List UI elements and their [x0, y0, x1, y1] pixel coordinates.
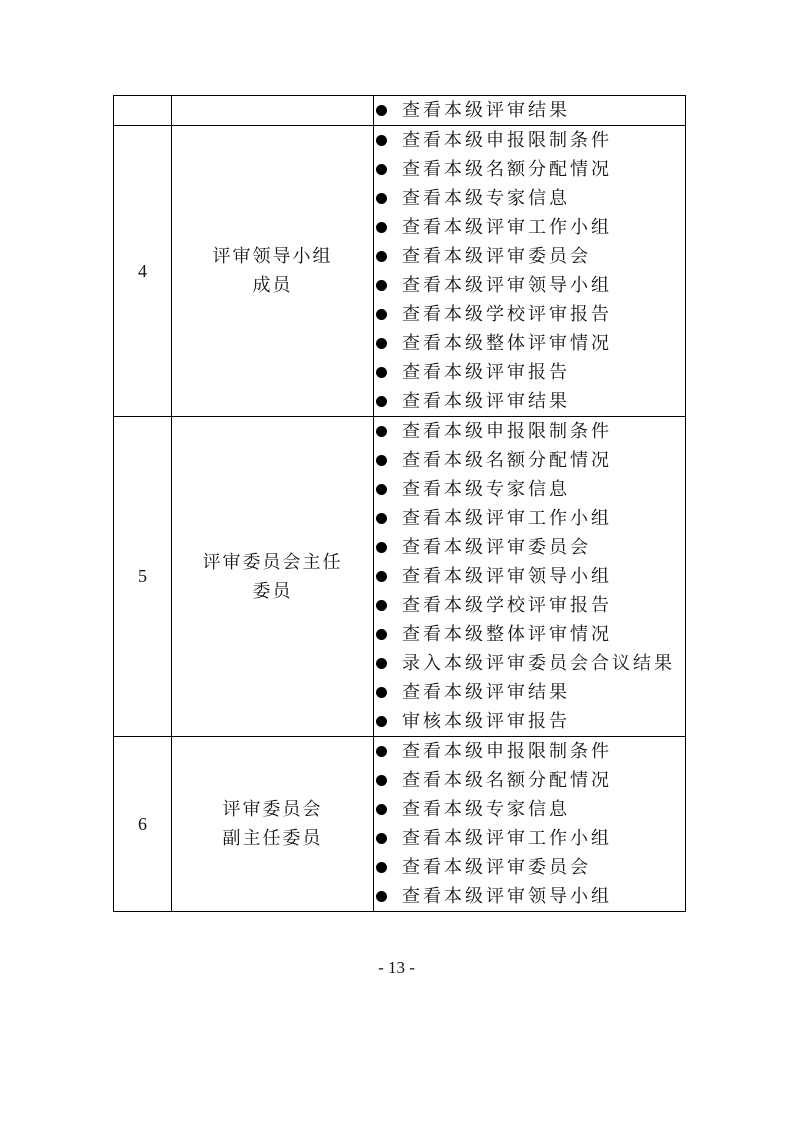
permissions-cell — [374, 737, 686, 912]
permission-text: 查看本级整体评审情况 — [402, 333, 612, 354]
permission-item — [374, 562, 685, 591]
permission-item — [374, 824, 685, 853]
permission-item — [374, 620, 685, 649]
bullet-icon — [376, 600, 387, 611]
permission-text: 查看本级评审工作小组 — [402, 508, 612, 529]
permission-item — [374, 649, 685, 678]
permission-item — [374, 358, 685, 387]
permission-text: 录入本级评审委员会合议结果 — [402, 653, 675, 674]
permission-item — [374, 853, 685, 882]
permission-text: 审核本级评审报告 — [402, 711, 570, 732]
permission-text: 查看本级评审领导小组 — [402, 886, 612, 907]
permission-item — [374, 387, 685, 416]
permission-item — [374, 475, 685, 504]
permission-item — [374, 155, 685, 184]
bullet-icon — [376, 862, 387, 873]
permission-list — [374, 126, 685, 416]
bullet-icon — [376, 396, 387, 407]
permission-text: 查看本级评审结果 — [402, 682, 570, 703]
permission-text: 查看本级学校评审报告 — [402, 595, 612, 616]
permission-item — [374, 766, 685, 795]
permission-list — [374, 96, 685, 125]
permission-text: 查看本级名额分配情况 — [402, 450, 612, 471]
permission-item — [374, 795, 685, 824]
permission-item — [374, 242, 685, 271]
row-number: 6 — [114, 737, 172, 912]
permission-text: 查看本级评审报告 — [402, 362, 570, 383]
permission-text: 查看本级名额分配情况 — [402, 770, 612, 791]
permissions-table-body — [114, 96, 686, 912]
role-cell — [172, 417, 374, 737]
bullet-icon — [376, 542, 387, 553]
permission-text: 查看本级评审工作小组 — [402, 828, 612, 849]
role-cell — [172, 737, 374, 912]
permission-item — [374, 533, 685, 562]
permission-item — [374, 126, 685, 155]
permissions-cell — [374, 126, 686, 417]
table-row — [114, 417, 686, 737]
bullet-icon — [376, 426, 387, 437]
bullet-icon — [376, 251, 387, 262]
role-name-line: 成员 — [252, 275, 293, 296]
table-row — [114, 96, 686, 126]
page-number: - 13 - — [378, 958, 415, 977]
permission-text: 查看本级评审领导小组 — [402, 275, 612, 296]
permission-text: 查看本级学校评审报告 — [402, 304, 612, 325]
bullet-icon — [376, 804, 387, 815]
permission-text: 查看本级申报限制条件 — [402, 130, 612, 151]
permission-text: 查看本级评审结果 — [402, 391, 570, 412]
role-name-line: 副主任委员 — [222, 828, 323, 849]
permission-text: 查看本级评审领导小组 — [402, 566, 612, 587]
permission-item — [374, 446, 685, 475]
bullet-icon — [376, 367, 387, 378]
bullet-icon — [376, 571, 387, 582]
permissions-cell — [374, 96, 686, 126]
row-number: 5 — [114, 417, 172, 737]
bullet-icon — [376, 164, 387, 175]
permission-item — [374, 882, 685, 911]
permission-text: 查看本级评审结果 — [402, 100, 570, 121]
permission-text: 查看本级评审工作小组 — [402, 217, 612, 238]
permission-item — [374, 737, 685, 766]
permission-text: 查看本级专家信息 — [402, 188, 570, 209]
role-name-line: 委员 — [252, 580, 293, 602]
permission-text: 查看本级申报限制条件 — [402, 421, 612, 442]
permission-list — [374, 737, 685, 911]
bullet-icon — [376, 338, 387, 349]
bullet-icon — [376, 687, 387, 698]
permission-list — [374, 417, 685, 736]
permission-item — [374, 96, 685, 125]
permission-item — [374, 504, 685, 533]
permission-item — [374, 417, 685, 446]
permission-item — [374, 271, 685, 300]
bullet-icon — [376, 746, 387, 757]
bullet-icon — [376, 135, 387, 146]
permission-text: 查看本级评审委员会 — [402, 246, 591, 267]
permissions-table — [113, 95, 686, 912]
permission-text: 查看本级申报限制条件 — [402, 741, 612, 762]
table-row — [114, 126, 686, 417]
bullet-icon — [376, 309, 387, 320]
bullet-icon — [376, 280, 387, 291]
permission-text: 查看本级评审委员会 — [402, 857, 591, 878]
role-cell — [172, 96, 374, 126]
permission-item — [374, 591, 685, 620]
row-number: 4 — [114, 126, 172, 417]
permission-text: 查看本级专家信息 — [402, 799, 570, 820]
bullet-icon — [376, 833, 387, 844]
bullet-icon — [376, 193, 387, 204]
permission-text: 查看本级评审委员会 — [402, 537, 591, 558]
role-name-line: 评审委员会主任 — [202, 551, 343, 573]
permission-item — [374, 213, 685, 242]
bullet-icon — [376, 484, 387, 495]
permission-item — [374, 707, 685, 736]
row-number — [114, 96, 172, 126]
table-row — [114, 737, 686, 912]
bullet-icon — [376, 629, 387, 640]
bullet-icon — [376, 455, 387, 466]
permission-item — [374, 678, 685, 707]
permission-text: 查看本级专家信息 — [402, 479, 570, 500]
role-name-line: 评审领导小组 — [212, 246, 333, 267]
permission-text: 查看本级整体评审情况 — [402, 624, 612, 645]
permission-item — [374, 300, 685, 329]
bullet-icon — [376, 891, 387, 902]
bullet-icon — [376, 513, 387, 524]
bullet-icon — [376, 716, 387, 727]
bullet-icon — [376, 658, 387, 669]
permission-item — [374, 184, 685, 213]
permission-text: 查看本级名额分配情况 — [402, 159, 612, 180]
permissions-cell — [374, 417, 686, 737]
bullet-icon — [376, 105, 387, 116]
bullet-icon — [376, 775, 387, 786]
permission-item — [374, 329, 685, 358]
role-cell — [172, 126, 374, 417]
role-name-line: 评审委员会 — [222, 799, 323, 820]
bullet-icon — [376, 222, 387, 233]
